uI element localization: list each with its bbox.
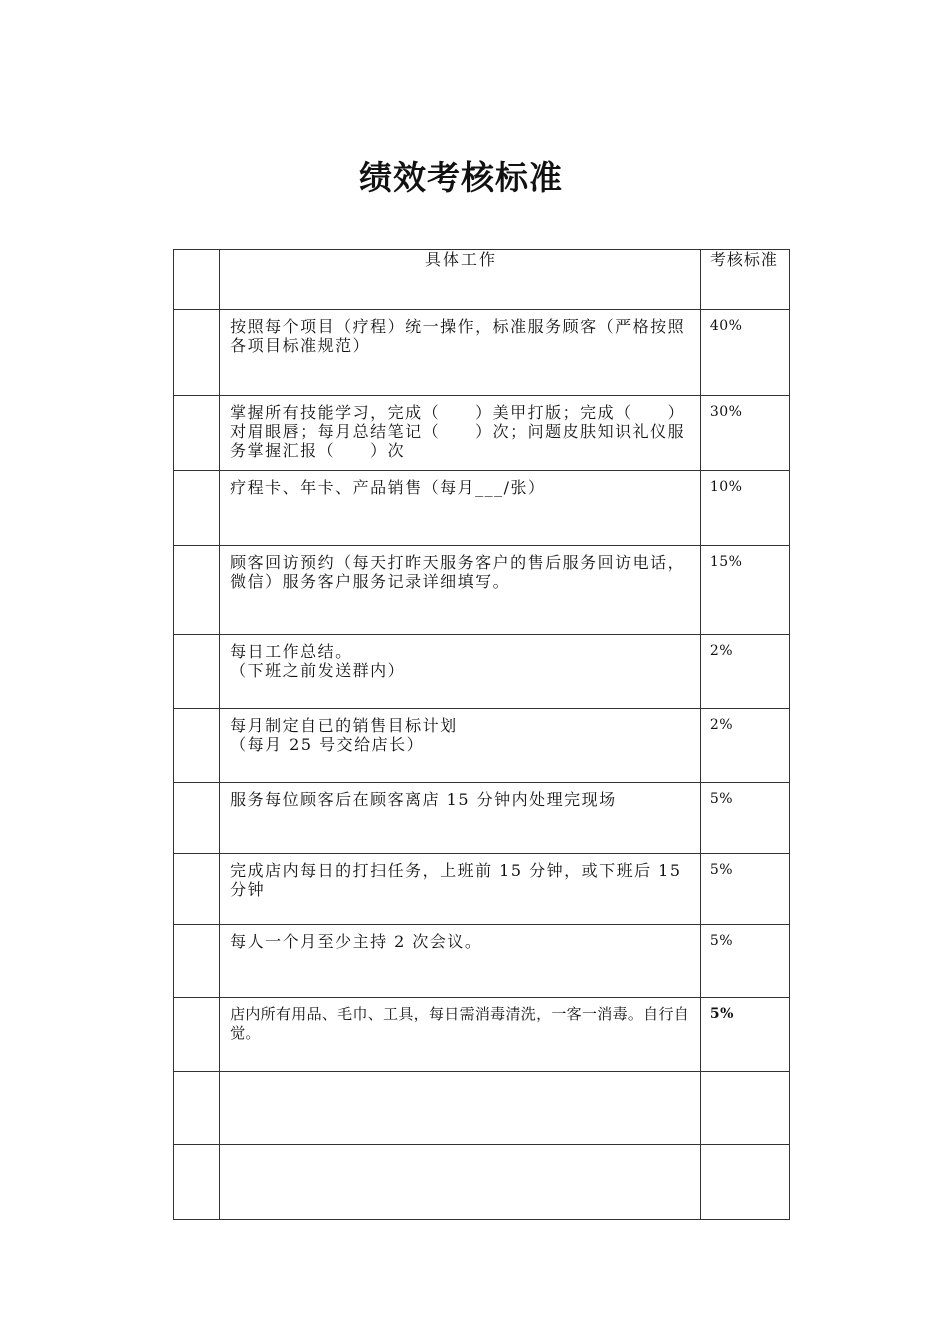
row-standard-cell	[700, 471, 789, 546]
table-row	[174, 925, 790, 998]
row-standard-value: 15%	[709, 554, 743, 570]
table-row	[174, 546, 790, 635]
row-work-cell	[220, 471, 701, 546]
row-standard-value: 10%	[709, 479, 743, 495]
row-standard-value: 5%	[709, 791, 734, 807]
row-work-cell	[220, 1072, 701, 1145]
row-work-text: 店内所有用品、毛巾、工具，每日需消毒清洗，一客一消毒。自行自觉。	[230, 1005, 690, 1042]
row-num-cell	[174, 854, 220, 925]
row-num-cell	[174, 1145, 220, 1220]
table-row	[174, 471, 790, 546]
header-work-cell	[220, 250, 701, 310]
row-standard-value	[701, 1145, 789, 1152]
row-num-cell	[174, 709, 220, 783]
table-row	[174, 783, 790, 854]
row-work-text: 服务每位顾客后在顾客离店 15 分钟内处理完现场	[230, 790, 617, 809]
row-work-text: 每人一个月至少主持 2 次会议。	[230, 932, 483, 951]
row-num-cell	[174, 471, 220, 546]
table-row	[174, 709, 790, 783]
row-work-text: 按照每个项目（疗程）统一操作，标准服务顾客（严格按照各项目标准规范）	[230, 317, 686, 355]
row-work-cell	[220, 546, 701, 635]
row-num-cell	[174, 1072, 220, 1145]
row-standard-cell	[700, 925, 789, 998]
row-work-text: 每日工作总结。 （下班之前发送群内）	[230, 642, 406, 680]
row-standard-cell	[700, 1072, 789, 1145]
row-standard-value	[701, 1072, 789, 1079]
row-work-cell	[220, 783, 701, 854]
row-work-text: 顾客回访预约（每天打昨天服务客户的售后服务回访电话，微信）服务客户服务记录详细填写。	[230, 553, 686, 591]
table-row	[174, 854, 790, 925]
table-row	[174, 635, 790, 709]
row-standard-cell	[700, 998, 789, 1072]
header-work-label: 具体工作	[424, 250, 497, 269]
row-standard-cell	[700, 709, 789, 783]
row-work-cell	[220, 854, 701, 925]
row-num-cell	[174, 925, 220, 998]
table-row	[174, 396, 790, 471]
row-standard-value: 5%	[709, 933, 734, 949]
row-work-text: 完成店内每日的打扫任务，上班前 15 分钟，或下班后 15 分钟	[230, 861, 682, 899]
page-title: 绩效考核标准	[359, 158, 563, 197]
row-standard-cell	[700, 396, 789, 471]
row-num-cell	[174, 635, 220, 709]
row-standard-value: 2%	[709, 643, 734, 659]
table-header-row	[174, 250, 790, 310]
row-num-cell	[174, 546, 220, 635]
row-standard-cell	[700, 310, 789, 396]
row-num-cell	[174, 310, 220, 396]
row-standard-value: 5%	[709, 1006, 734, 1022]
row-work-text: 疗程卡、年卡、产品销售（每月___/张）	[230, 478, 546, 497]
row-num-cell	[174, 396, 220, 471]
row-work-cell	[220, 1145, 701, 1220]
row-work-cell	[220, 310, 701, 396]
row-standard-cell	[700, 635, 789, 709]
row-work-text	[220, 1072, 700, 1079]
row-work-cell	[220, 635, 701, 709]
table-row	[174, 310, 790, 396]
row-work-text	[220, 1145, 700, 1152]
kpi-table	[173, 249, 790, 1220]
row-standard-value: 40%	[709, 318, 743, 334]
row-standard-cell	[700, 783, 789, 854]
header-num-cell	[174, 250, 220, 310]
row-standard-value: 5%	[709, 862, 734, 878]
table-row	[174, 1145, 790, 1220]
row-work-text: 每月制定自已的销售目标计划 （每月 25 号交给店长）	[230, 716, 458, 754]
row-num-cell	[174, 998, 220, 1072]
row-num-cell	[174, 783, 220, 854]
header-standard-cell	[700, 250, 789, 310]
row-standard-cell	[700, 1145, 789, 1220]
header-standard-label: 考核标准	[709, 250, 778, 269]
row-standard-cell	[700, 854, 789, 925]
row-standard-value: 2%	[709, 717, 734, 733]
row-standard-cell	[700, 546, 789, 635]
row-work-text: 掌握所有技能学习，完成（ ）美甲打版；完成（ ）对眉眼唇；每月总结笔记（ ）次；问题皮肤知识礼仪服务掌握汇报（ ）次	[230, 403, 686, 460]
row-work-cell	[220, 925, 701, 998]
row-standard-value: 30%	[709, 404, 743, 420]
row-work-cell	[220, 709, 701, 783]
table-row	[174, 998, 790, 1072]
row-work-cell	[220, 396, 701, 471]
row-work-cell	[220, 998, 701, 1072]
table-row	[174, 1072, 790, 1145]
